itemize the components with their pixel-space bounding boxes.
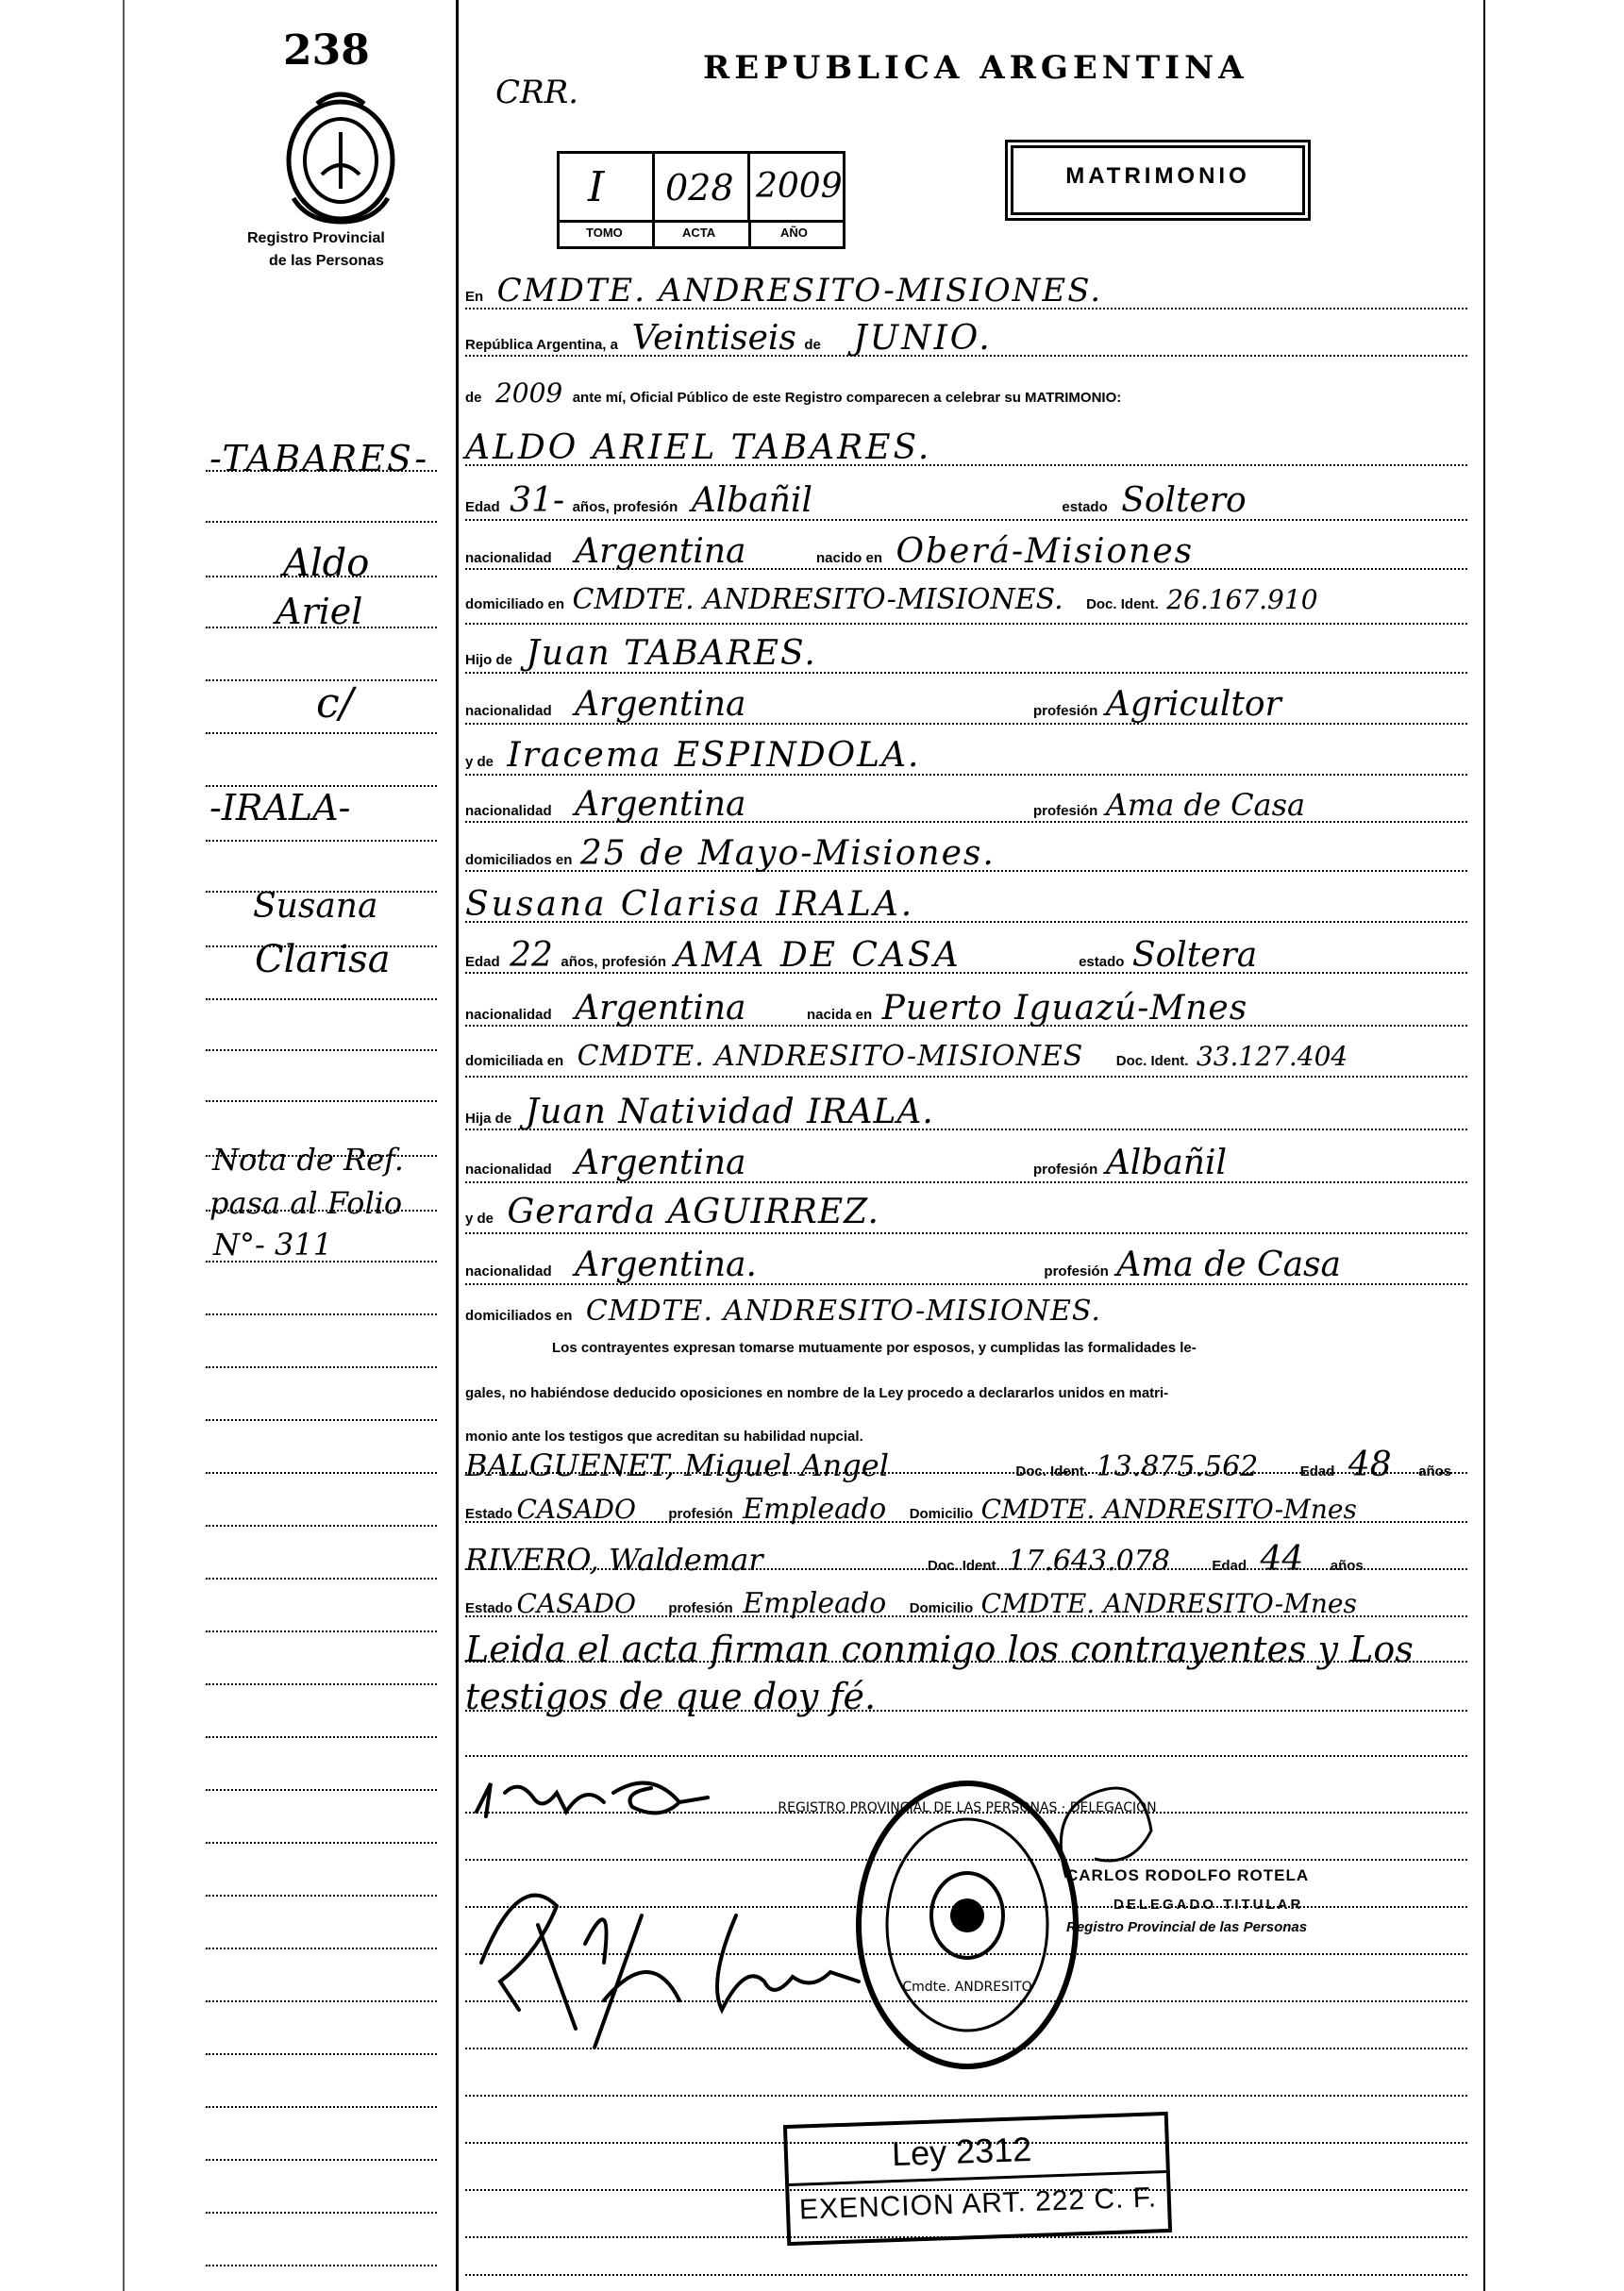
- margin-surname: -TABARES-: [209, 438, 429, 479]
- witness1-edad-label: Edad: [1299, 1463, 1335, 1480]
- bride-nac-label: nacionalidad: [465, 1007, 552, 1023]
- witness2-prof-label: profesión: [668, 1600, 733, 1616]
- ceremony-day: Veintiseis: [631, 319, 796, 358]
- groom-profession: Albañil: [691, 481, 812, 520]
- witness2-anos-label: años: [1330, 1558, 1364, 1574]
- witness1-estado-label: Estado: [465, 1506, 513, 1522]
- bride-parents-domicile: CMDTE. ANDRESITO-MISIONES.: [585, 1295, 1101, 1328]
- de-label: de: [804, 337, 821, 353]
- witness2-age: 44: [1260, 1540, 1304, 1579]
- groom-doc-label: Doc. Ident.: [1086, 596, 1159, 612]
- groom-dom-label: domiciliado en: [465, 596, 565, 612]
- law-stamp-line-1: Ley 2312: [891, 2130, 1032, 2174]
- bride-parents-dom-label: domiciliados en: [465, 1308, 573, 1324]
- bride-father-nationality: Argentina: [575, 1144, 746, 1182]
- declaration-line-3: monio ante los testigos que acreditan su habilidad nupcial.: [465, 1429, 863, 1445]
- bride-father-nac-label: nacionalidad: [465, 1162, 552, 1178]
- seal-ring-text: REGISTRO PROVINCIAL DE LAS PERSONAS · DELEGACION: [778, 1800, 1157, 1815]
- groom-father-nac-label: nacionalidad: [465, 703, 552, 719]
- groom-nacido-label: nacido en: [815, 550, 882, 566]
- witness1-anos-label: años: [1418, 1463, 1452, 1480]
- groom-father-nationality: Argentina: [575, 685, 746, 724]
- bride-age: 22: [510, 936, 553, 975]
- groom-mother-profession: Ama de Casa: [1105, 787, 1306, 823]
- groom-doc: 26.167.910: [1166, 584, 1318, 615]
- witness1-doc-label: Doc. Ident.: [1015, 1463, 1089, 1480]
- groom-nac-label: nacionalidad: [465, 550, 552, 566]
- republica-label: República Argentina, a: [465, 337, 618, 353]
- groom-parents-dom-label: domiciliados en: [465, 852, 573, 868]
- bride-mother: Gerarda AGUIRREZ.: [507, 1193, 879, 1231]
- witness2-profession: Empleado: [743, 1587, 887, 1620]
- margin-note-3: N°- 311: [213, 1227, 333, 1263]
- registry-name-2: de las Personas: [269, 253, 384, 269]
- margin-connector: c/: [316, 679, 354, 727]
- margin-spouse-surname: -IRALA-: [209, 787, 351, 828]
- bride-estado-label: estado: [1079, 954, 1125, 970]
- witness2-doc: 17.643.078: [1008, 1545, 1170, 1578]
- acta-value: 028: [665, 167, 734, 209]
- margin-divider: [456, 0, 459, 2291]
- groom-estado-label: estado: [1062, 499, 1108, 515]
- bride-mother-nationality: Argentina.: [575, 1246, 757, 1284]
- folio-number: 238: [283, 26, 370, 75]
- signatures-image: [462, 1774, 878, 2057]
- bride-mother-prof-label: profesión: [1044, 1263, 1109, 1279]
- ceremony-year: 2009: [494, 377, 563, 409]
- groom-name: ALDO ARIEL TABARES.: [465, 428, 932, 467]
- witness1-estado: CASADO: [516, 1494, 636, 1525]
- bride-father-label: Hija de: [465, 1111, 512, 1127]
- witness1-domicile: CMDTE. ANDRESITO-Mnes: [980, 1494, 1357, 1525]
- bride-profession: AMA DE CASA: [674, 936, 962, 975]
- witness1-age: 48: [1348, 1446, 1392, 1484]
- groom-mother-nac-label: nacionalidad: [465, 803, 552, 819]
- record-type-box: [1005, 140, 1311, 221]
- right-page-edge: [1483, 0, 1485, 2291]
- closing-line-1: Leida el acta firman conmigo los contrayentes y Los: [465, 1629, 1414, 1670]
- bride-father-profession: Albañil: [1105, 1144, 1227, 1182]
- groom-father: Juan TABARES.: [526, 634, 817, 673]
- witness2-doc-label: Doc. Ident.: [928, 1558, 1000, 1574]
- closing-line-2: testigos de que doy fé.: [465, 1676, 877, 1717]
- bride-dom-label: domiciliada en: [465, 1053, 564, 1069]
- left-page-edge: [123, 0, 125, 2291]
- official-office: Registro Provincial de las Personas: [1066, 1919, 1308, 1935]
- groom-father-label: Hijo de: [465, 652, 513, 668]
- ceremony-place: CMDTE. ANDRESITO-MISIONES.: [496, 272, 1103, 309]
- seal-inner-text: Cmdte. ANDRESITO: [902, 1980, 1032, 1995]
- bride-edad-label: Edad: [465, 954, 500, 970]
- opening-statement: ante mí, Oficial Público de este Registro comparecen a celebrar su MATRIMONIO:: [572, 390, 1122, 406]
- margin-note-1: Nota de Ref.: [212, 1142, 404, 1178]
- tomo-value: I: [588, 163, 605, 211]
- groom-father-prof-label: profesión: [1032, 703, 1098, 719]
- witness1-doc: 13.875.562: [1096, 1450, 1259, 1483]
- bride-doc: 33.127.404: [1196, 1041, 1348, 1072]
- witness1-dom-label: Domicilio: [909, 1506, 974, 1522]
- ceremony-month: JUNIO.: [853, 319, 993, 358]
- margin-spouse-second: Clarisa: [255, 938, 391, 981]
- groom-mother: Iracema ESPINDOLA.: [507, 736, 921, 775]
- witness2-dom-label: Domicilio: [909, 1600, 974, 1616]
- groom-birthplace: Oberá-Misiones: [896, 532, 1195, 571]
- bride-nacida-label: nacida en: [806, 1007, 873, 1023]
- witness2-domicile: CMDTE. ANDRESITO-Mnes: [980, 1588, 1357, 1619]
- groom-domicile: CMDTE. ANDRESITO-MISIONES.: [572, 583, 1063, 616]
- margin-second-name: Ariel: [276, 591, 363, 632]
- groom-edad-label: Edad: [465, 499, 500, 515]
- country-title: REPUBLICA ARGENTINA: [703, 49, 1248, 87]
- official-name: CARLOS RODOLFO ROTELA: [1066, 1866, 1310, 1884]
- law-stamp: [783, 2112, 1172, 2246]
- bride-prof-label: años, profesión: [561, 954, 667, 970]
- bride-name: Susana Clarisa IRALA.: [465, 885, 915, 924]
- ano-value: 2009: [756, 167, 843, 206]
- record-type-label: MATRIMONIO: [1065, 163, 1250, 189]
- declaration-line-1: Los contrayentes expresan tomarse mutuamente por esposos, y cumplidas las formalidades le-: [552, 1340, 1197, 1356]
- margin-note-2: pasa al Folio: [209, 1185, 403, 1221]
- registry-name-1: Registro Provincial: [247, 230, 385, 246]
- record-number-box: [557, 151, 845, 249]
- bride-domicile: CMDTE. ANDRESITO-MISIONES: [577, 1040, 1084, 1073]
- witness2-name: RIVERO, Waldemar: [465, 1542, 763, 1578]
- groom-prof-label: años, profesión: [572, 499, 678, 515]
- witness1-profession: Empleado: [743, 1493, 887, 1526]
- acta-label: ACTA: [682, 226, 716, 240]
- coat-of-arms-icon: [279, 85, 402, 226]
- bride-birthplace: Puerto Iguazú-Mnes: [881, 989, 1248, 1028]
- groom-mother-label: y de: [465, 754, 494, 770]
- crr-note: CRR.: [495, 74, 579, 111]
- bride-mother-label: y de: [465, 1211, 494, 1227]
- bride-doc-label: Doc. Ident.: [1115, 1053, 1189, 1069]
- margin-spouse-first: Susana: [253, 887, 378, 926]
- declaration-line-2: gales, no habiéndose deducido oposiciones en nombre de la Ley procedo a declararlos unidos en matri-: [465, 1385, 1169, 1401]
- groom-nationality: Argentina: [575, 532, 746, 571]
- official-title: DELEGADO TITULAR: [1113, 1897, 1304, 1913]
- witness2-estado: CASADO: [516, 1588, 636, 1619]
- witness1-prof-label: profesión: [668, 1506, 733, 1522]
- groom-parents-domicile: 25 de Mayo-Misiones.: [579, 834, 996, 873]
- witness1-name: BALGUENET, Miguel Angel: [465, 1447, 889, 1483]
- groom-age: 31-: [510, 481, 565, 520]
- bride-mother-profession: Ama de Casa: [1116, 1246, 1341, 1284]
- tomo-label: TOMO: [586, 226, 623, 240]
- margin-first-name: Aldo: [283, 542, 370, 585]
- groom-mother-prof-label: profesión: [1032, 803, 1098, 819]
- ano-label: AÑO: [780, 226, 808, 240]
- groom-father-profession: Agricultor: [1105, 685, 1281, 724]
- groom-mother-nationality: Argentina: [575, 785, 746, 824]
- bride-nationality: Argentina: [575, 989, 746, 1028]
- witness2-edad-label: Edad: [1212, 1558, 1247, 1574]
- de2-label: de: [465, 390, 482, 406]
- bride-father: Juan Natividad IRALA.: [525, 1093, 934, 1131]
- bride-father-prof-label: profesión: [1032, 1162, 1098, 1178]
- witness2-estado-label: Estado: [465, 1600, 513, 1616]
- en-label: En: [465, 289, 484, 305]
- bride-mother-nac-label: nacionalidad: [465, 1263, 552, 1279]
- bride-estado: Soltera: [1131, 936, 1258, 975]
- law-stamp-line-2: EXENCION ART. 222 C. F.: [798, 2182, 1158, 2226]
- groom-estado: Soltero: [1121, 481, 1247, 520]
